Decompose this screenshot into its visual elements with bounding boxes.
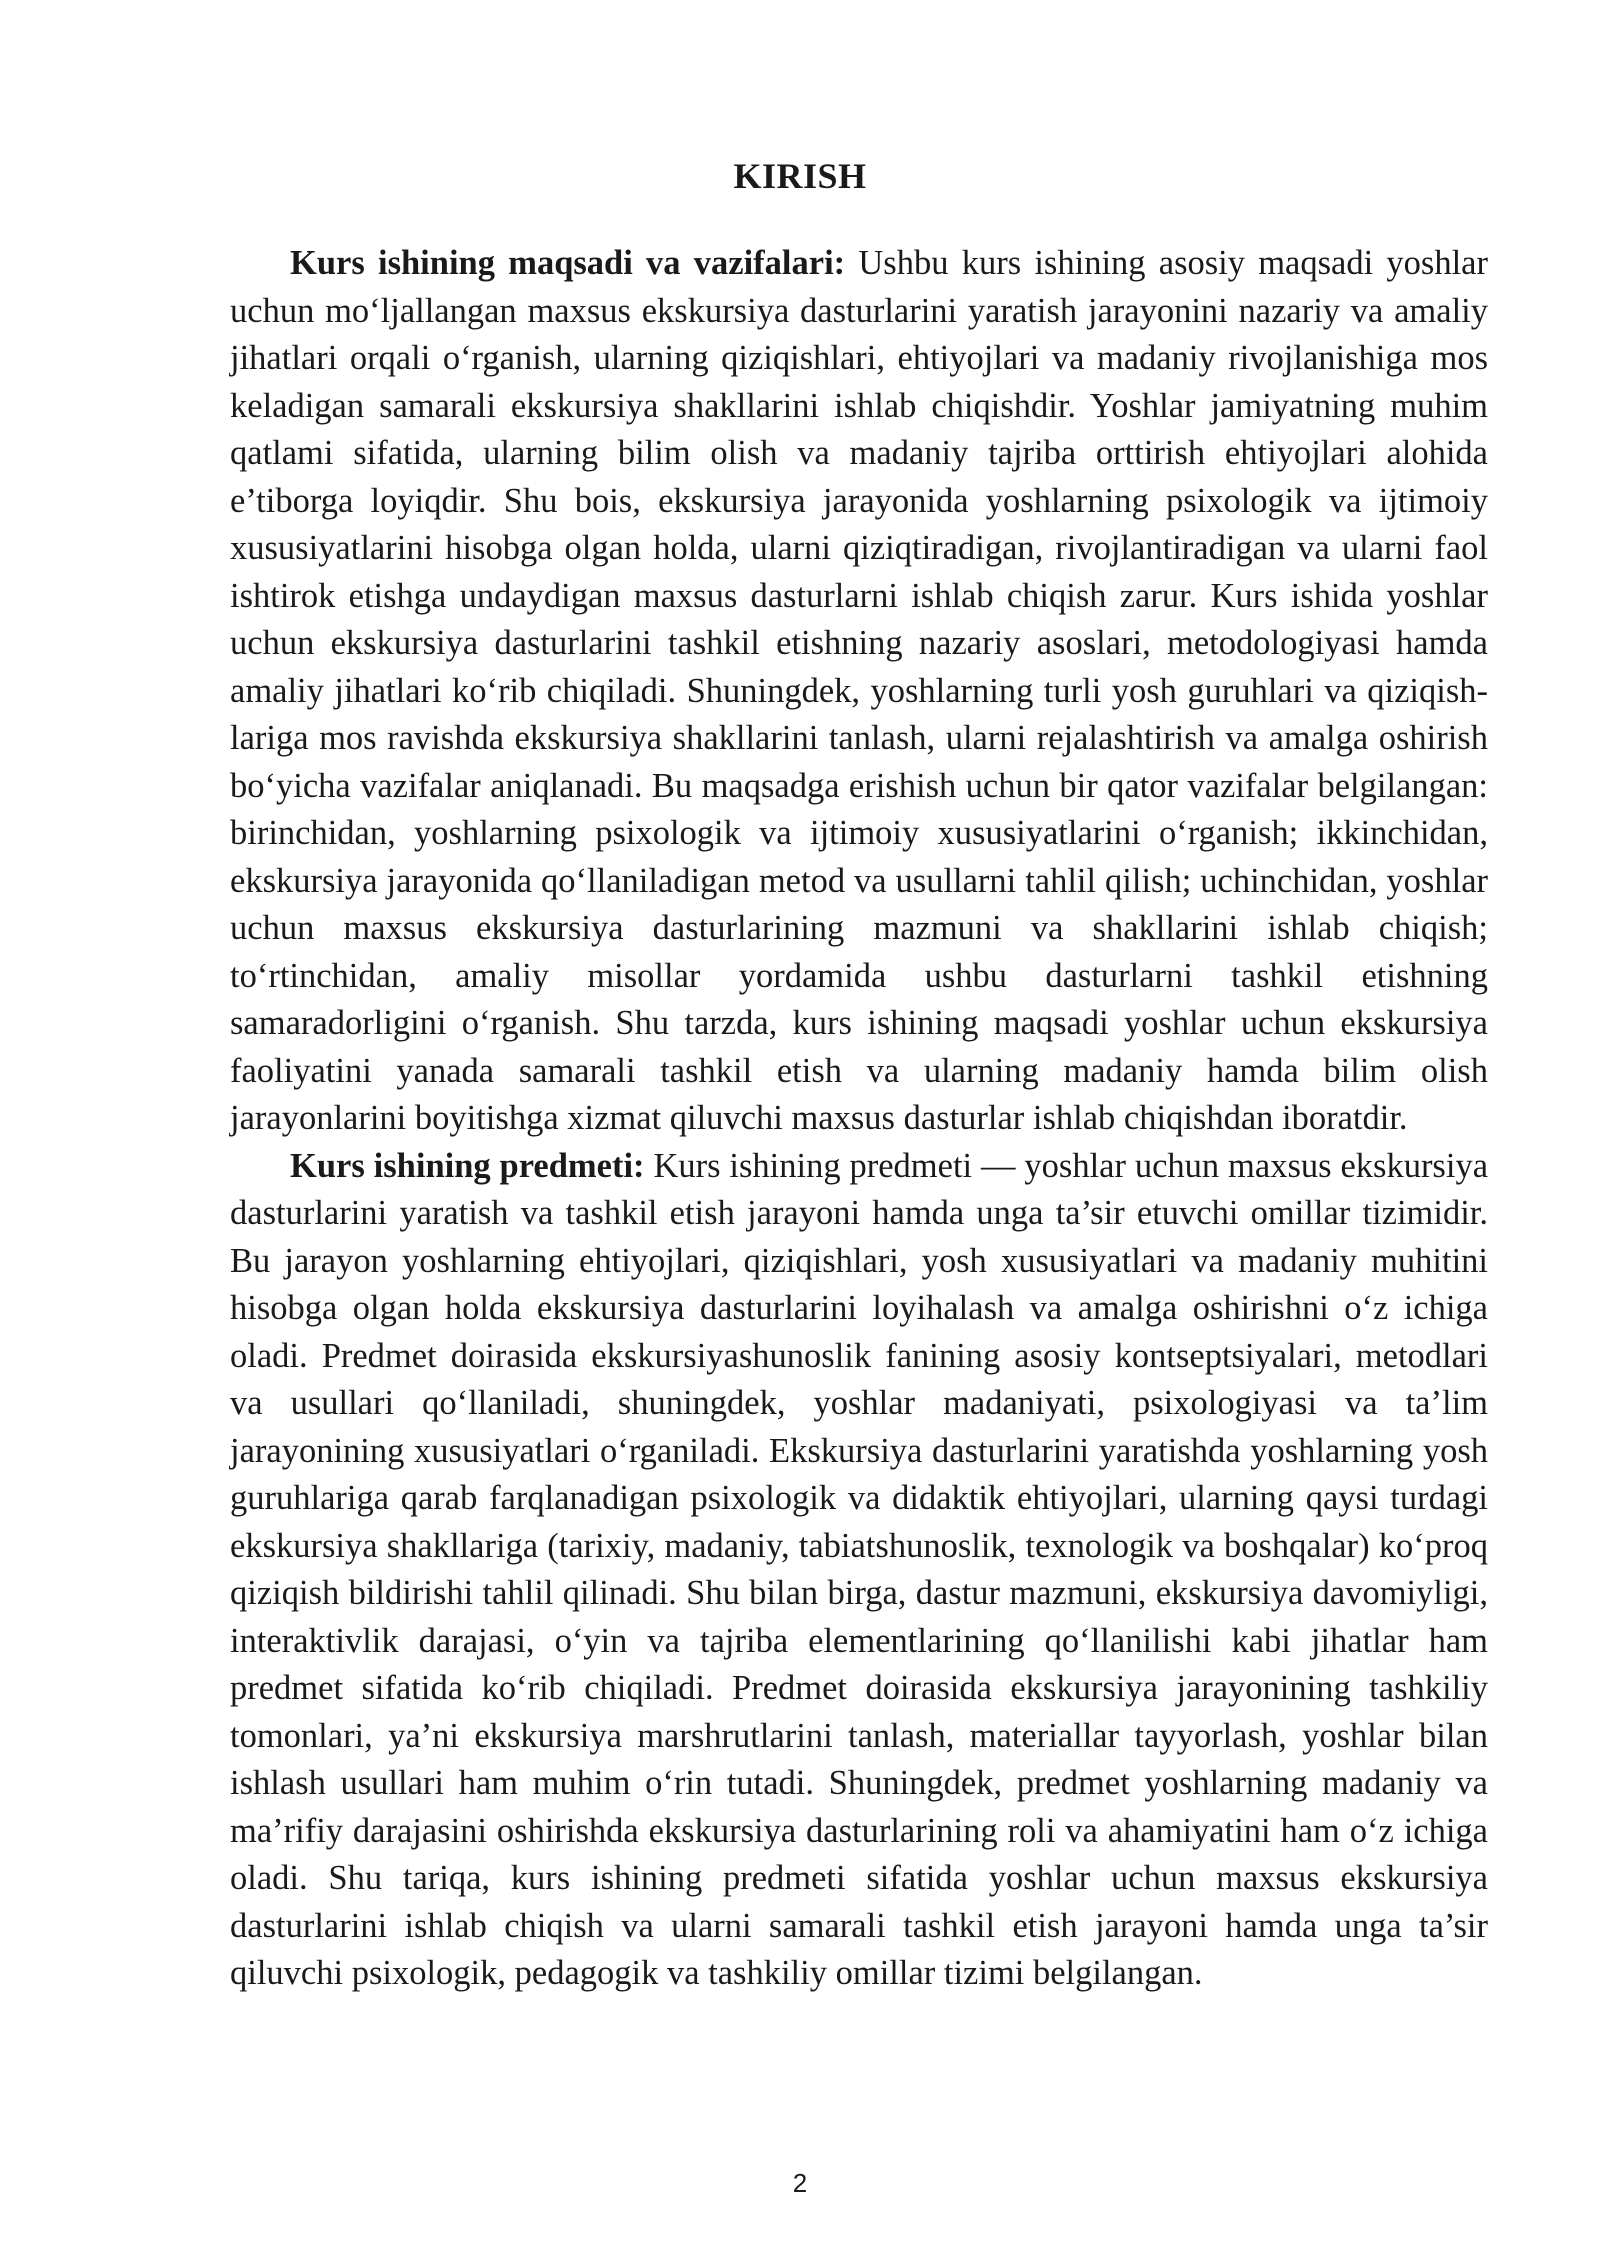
paragraph-body: Kurs ishining predmeti — yoshlar uchun maxsus ekskursiya dasturlarini yaratish va tashkil etish jarayoni hamda unga ta’sir etuvchi omillar tizimidir. Bu jarayon yoshlarning ehtiyojlari, qiziqishlari, yosh xususiyatlari va madaniy muhitini hisobga olgan holda ekskursiya dasturlarini loyihalash va amalga oshirishni o‘z ichiga oladi. Predmet doirasida ekskursiyashunoslik fanining asosiy kontseptsiyalari, metodlari va usullari qo‘llaniladi, shuningdek, yoshlar madaniyati, psixologiyasi va ta’lim jarayonining xususiyatlari o‘rganiladi. Ekskursiya dasturlarini yaratishda yoshlarning yosh guruhlariga qarab farqlanadigan psixologik va didaktik ehtiyojlari, ularning qaysi turdagi ekskursiya shakllariga (tarixiy, madaniy, tabiatshunoslik, texnologik va boshqalar) ko‘proq qiziqish bildirishi tahlil qilinadi. Shu bilan birga, dastur mazmuni, ekskursiya davomiyligi, interaktivlik darajasi, o‘yin va tajriba elementlarining qo‘llanilishi kabi jihatlar ham predmet sifatida ko‘rib chiqiladi. Predmet doirasida ekskursiya jarayonining tashkiliy tomonlari, ya’ni ekskursiya marshrutlarini tanlash, materiallar tayyorlash, yoshlar bilan ishlash usullari ham muhim o‘rin tutadi. Shuningdek, predmet yoshlarning madaniy va ma’rifiy darajasini oshirishda ekskursiya dasturlarining roli va ahamiyatini ham o‘z ichiga oladi. Shu tariqa, kurs ishining predmeti sifatida yoshlar uchun maxsus ekskursiya dasturlarini ishlab chiqish va ularni samarali tashkil etish jarayoni hamda unga ta’sir qiluvchi psixologik, pedagogik va tashkiliy omillar tizimi belgilangan.: [230, 1146, 1489, 1992]
body-text: [230, 240, 1488, 1998]
section-heading: KIRISH: [733, 156, 867, 196]
paragraph-lead: Kurs ishining predmeti:: [290, 1146, 645, 1185]
paragraph-lead: Kurs ishining maqsadi va vazifalari:: [290, 244, 846, 282]
paragraph-body: Ushbu kurs ishining asosiy maqsadi yoshlar uchun mo‘ljallangan maxsus ekskursiya dasturlarini yaratish jarayonini nazariy va amaliy jihatlari orqali o‘rganish, ularning qiziqishlari, ehtiyojlari va madaniy rivojlanishiga mos keladigan samarali ekskursiya shakllarini ishlab chiqishdir. Yoshlar jamiyatning muhim qatlami sifatida, ularning bilim olish va madaniy tajriba orttirish ehtiyojlari alohida e’tiborga loyiqdir. Shu bois, ekskursiya jarayonida yoshlarning psixologik va ijtimoiy xususiyatlarini hisobga olgan holda, ularni qiziqtiradigan, rivojlantiradigan va ularni faol ishtirok etishga undaydigan maxsus dasturlarni ishlab chiqish zarur. Kurs ishida yoshlar uchun ekskursiya dasturlarini tashkil etishning nazariy asoslari, metodologiyasi hamda amaliy jihatlari ko‘rib chiqiladi. Shuningdek, yoshlarning turli yosh guruhlari va qiziqishlariga mos ravishda ekskursiya shakllarini tanlash, ularni rejalashtirish va amalga oshirish bo‘yicha vazifalar aniqlanadi. Bu maqsadga erishish uchun bir qator vazifalar belgilangan: birinchidan, yoshlarning psixologik va ijtimoiy xususiyatlarini o‘rganish; ikkinchidan, ekskursiya jarayonida qo‘llaniladigan metod va usullarni tahlil qilish; uchinchidan, yoshlar uchun maxsus ekskursiya dasturlarining mazmuni va shakllarini ishlab chiqish; to‘rtinchidan, amaliy misollar yordamida ushbu dasturlarni tashkil etishning samaradorligini o‘rganish. Shu tarzda, kurs ishining maqsadi yoshlar uchun ekskursiya faoliyatini yanada samarali tashkil etish va ularning madaniy hamda bilim olish jarayonlarini boyitishga xizmat qiluvchi maxsus dasturlar ishlab chiqishdan iboratdir.: [230, 244, 1488, 1137]
paragraph-goals: [230, 240, 1488, 1143]
paragraph-subject: [230, 1143, 1488, 1998]
page-number: 2: [792, 2168, 808, 2198]
